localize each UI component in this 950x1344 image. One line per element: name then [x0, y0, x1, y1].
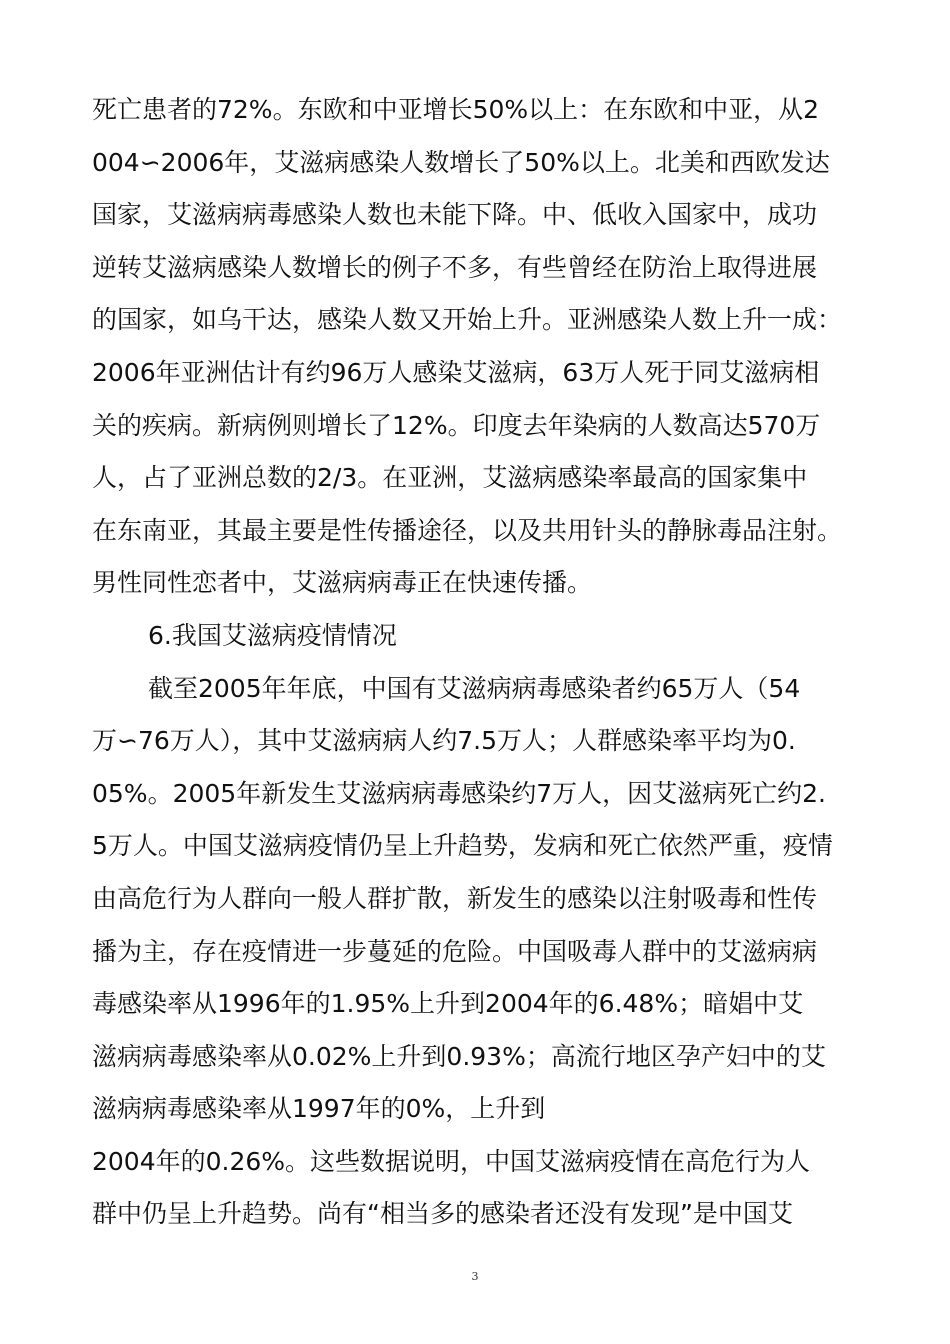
text-line: 国家，艾滋病病毒感染人数也未能下降。中、低收入国家中，成功 — [92, 200, 818, 230]
text-line: 群中仍呈上升趋势。尚有“相当多的感染者还没有发现”是中国艾 — [92, 1199, 793, 1229]
text-line: 逆转艾滋病感染人数增长的例子不多，有些曾经在防治上取得进展 — [92, 252, 818, 282]
text-line: 由高危行为人群向一般人群扩散，新发生的感染以注射吸毒和性传 — [92, 883, 818, 913]
text-line: 004∽2006年，艾滋病感染人数增长了50%以上。北美和西欧发达 — [92, 147, 830, 177]
text-line: 毒感染率从1996年的1.95%上升到2004年的6.48%；暗娼中艾 — [92, 989, 804, 1019]
text-line: 5万人。中国艾滋病疫情仍呈上升趋势，发病和死亡依然严重，疫情 — [92, 831, 833, 861]
text-line: 男性同性恋者中，艾滋病病毒正在快速传播。 — [92, 568, 593, 598]
page-number: 3 — [471, 1270, 479, 1283]
text-line: 人，占了亚洲总数的2/3。在亚洲，艾滋病感染率最高的国家集中 — [92, 463, 808, 493]
text-line: 2004年的0.26%。这些数据说明，中国艾滋病疫情在高危行为人 — [92, 1146, 811, 1176]
paragraph-first-line: 截至2005年年底，中国有艾滋病病毒感染者约65万人（54 — [148, 673, 801, 703]
text-line: 死亡患者的72%。东欧和中亚增长50%以上：在东欧和中亚，从2 — [92, 95, 820, 124]
text-line: 的国家，如乌干达，感染人数又开始上升。亚洲感染人数上升一成： — [92, 305, 843, 335]
text-line: 在东南亚，其最主要是性传播途径，以及共用针头的静脉毒品注射。 — [92, 515, 843, 545]
text-line: 万∽76万人），其中艾滋病病人约7.5万人；人群感染率平均为0. — [92, 726, 796, 756]
text-line: 关的疾病。新病例则增长了12%。印度去年染病的人数高达570万 — [92, 410, 821, 440]
text-line: 播为主，存在疫情进一步蔓延的危险。中国吸毒人群中的艾滋病病 — [92, 936, 818, 966]
text-line: 05%。2005年新发生艾滋病病毒感染约7万人，因艾滋病死亡约2. — [92, 778, 826, 808]
text-line: 滋病病毒感染率从0.02%上升到0.93%；高流行地区孕产妇中的艾 — [92, 1041, 826, 1071]
body-text — [92, 84, 872, 1241]
text-line: 滋病病毒感染率从1997年的0%，上升到 — [92, 1094, 546, 1124]
text-line: 2006年亚洲估计有约96万人感染艾滋病，63万人死于同艾滋病相 — [92, 357, 820, 387]
section-heading: 6.我国艾滋病疫情情况 — [148, 620, 397, 650]
